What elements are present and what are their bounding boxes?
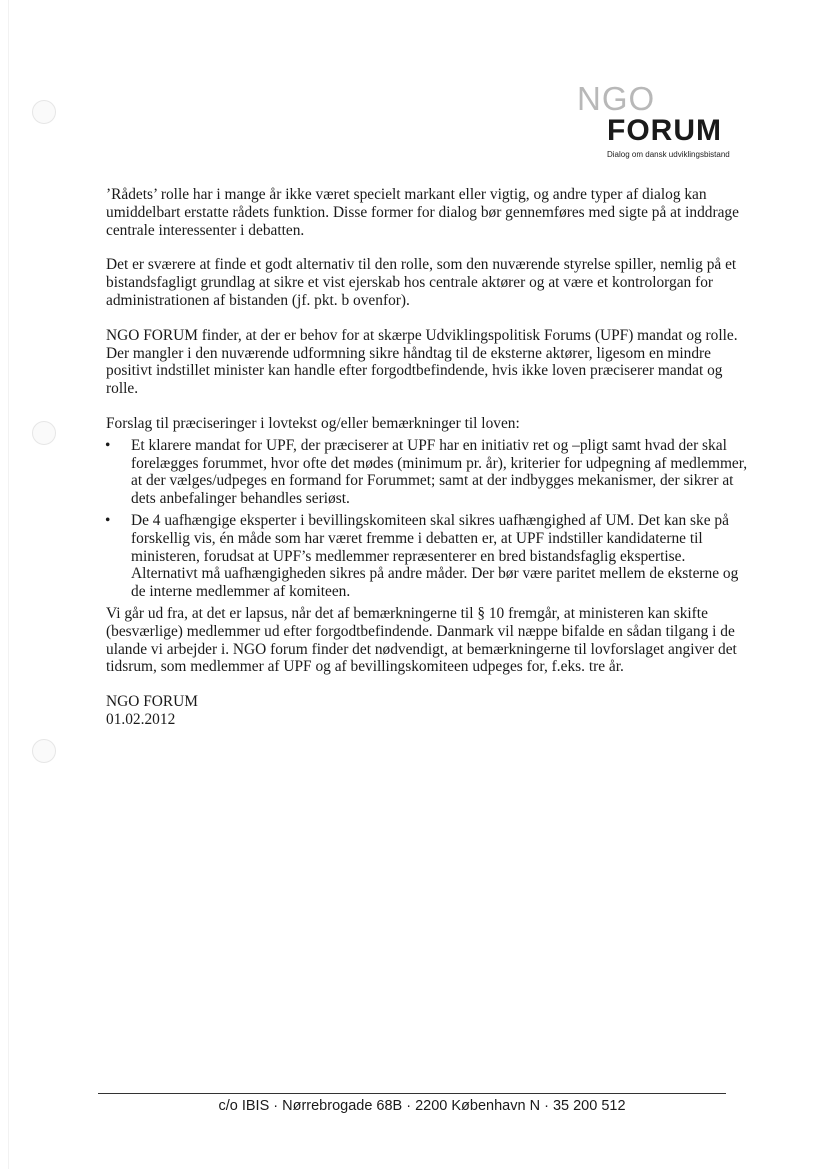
bullet-glyph: • <box>105 511 111 529</box>
list-item-text: De 4 uafhængige eksperter i bevillingskomiteen skal sikres uafhængighed af UM. Det kan ske på forskellig vis, én måde som har været fremme i debatten er, at UPF indstiller kandidaterne til ministeren, forudsat at UPF’s medlemmer repræsenterer en bred bistandsfaglig ekspertise. Alternativt må uafhængigheden sikres på andre måder. Der bør være paritet mellem de eksterne og de interne medlemmer af komiteen. <box>131 511 739 601</box>
logo-ngo-text: NGO <box>577 80 656 117</box>
proposal-list <box>106 437 752 601</box>
letter-body <box>106 186 752 729</box>
signature-date: 01.02.2012 <box>106 710 176 728</box>
ngo-forum-logo <box>575 80 755 165</box>
signature-org: NGO FORUM <box>106 693 198 711</box>
logo-forum-text: FORUM <box>607 114 722 147</box>
footer-address: c/o IBIS · Nørrebrogade 68B · 2200 København N · 35 200 512 <box>218 1098 626 1114</box>
punch-hole-middle <box>32 421 56 445</box>
logo-tagline: Dialog om dansk udviklingsbistand <box>607 150 730 159</box>
punch-hole-top <box>32 100 56 124</box>
paragraph-1: ’Rådets’ rolle har i mange år ikke været specielt markant eller vigtig, og andre typer af dialog kan umiddelbart erstatte rådets funktion. Disse former for dialog bør gennemføres med sigte på at inddrage centrale interessenter i debatten. <box>106 186 739 239</box>
list-item-text: Et klarere mandat for UPF, der præciserer at UPF har en initiativ ret og –pligt samt hvad der skal forelægges forummet, hvor ofte det mødes (minimum pr. år), kriterier for udpegning af medlemmer, at der vælges/udpeges en formand for Forummet; samt at der indbygges mekanismer, der sikrer at dets anbefalinger behandles seriøst. <box>131 436 748 508</box>
paragraph-proposals-intro: Forslag til præciseringer i lovtekst og/eller bemærkninger til loven: <box>106 414 520 432</box>
punch-hole-bottom <box>32 739 56 763</box>
paragraph-2: Det er sværere at finde et godt alternativ til den rolle, som den nuværende styrelse spiller, nemlig på et bistandsfagligt grundlag at sikre et vist ejerskab hos centrale aktører og at være et kontrolorgan for administrationen af bistanden (jf. pkt. b ovenfor). <box>106 256 737 309</box>
footer-divider <box>98 1093 726 1094</box>
paragraph-3: NGO FORUM finder, at der er behov for at skærpe Udviklingspolitisk Forums (UPF) mandat og rolle. Der mangler i den nuværende udformning sikre håndtag til de eksterne aktører, ligesom en mindre positivt indstillet minister kan handle efter forgodtbefindende, hvis ikke loven præciserer mandat og rolle. <box>106 326 738 398</box>
list-item <box>106 512 752 601</box>
list-item <box>106 437 752 508</box>
paragraph-5: Vi går ud fra, at det er lapsus, når det af bemærkningerne til § 10 fremgår, at ministeren kan skifte (besværlige) medlemmer ud efter forgodtbefindende. Danmark vil næppe bifalde en sådan tilgang i de ulande vi arbejder i. NGO forum finder det nødvendigt, at bemærkningerne til lovforslaget angiver det tidsrum, som medlemmer af UPF og af bevillingskomiteen udpeges for, f.eks. tre år. <box>106 604 737 676</box>
signature-block <box>106 693 752 729</box>
scan-edge <box>8 0 9 1169</box>
bullet-glyph: • <box>105 436 111 454</box>
